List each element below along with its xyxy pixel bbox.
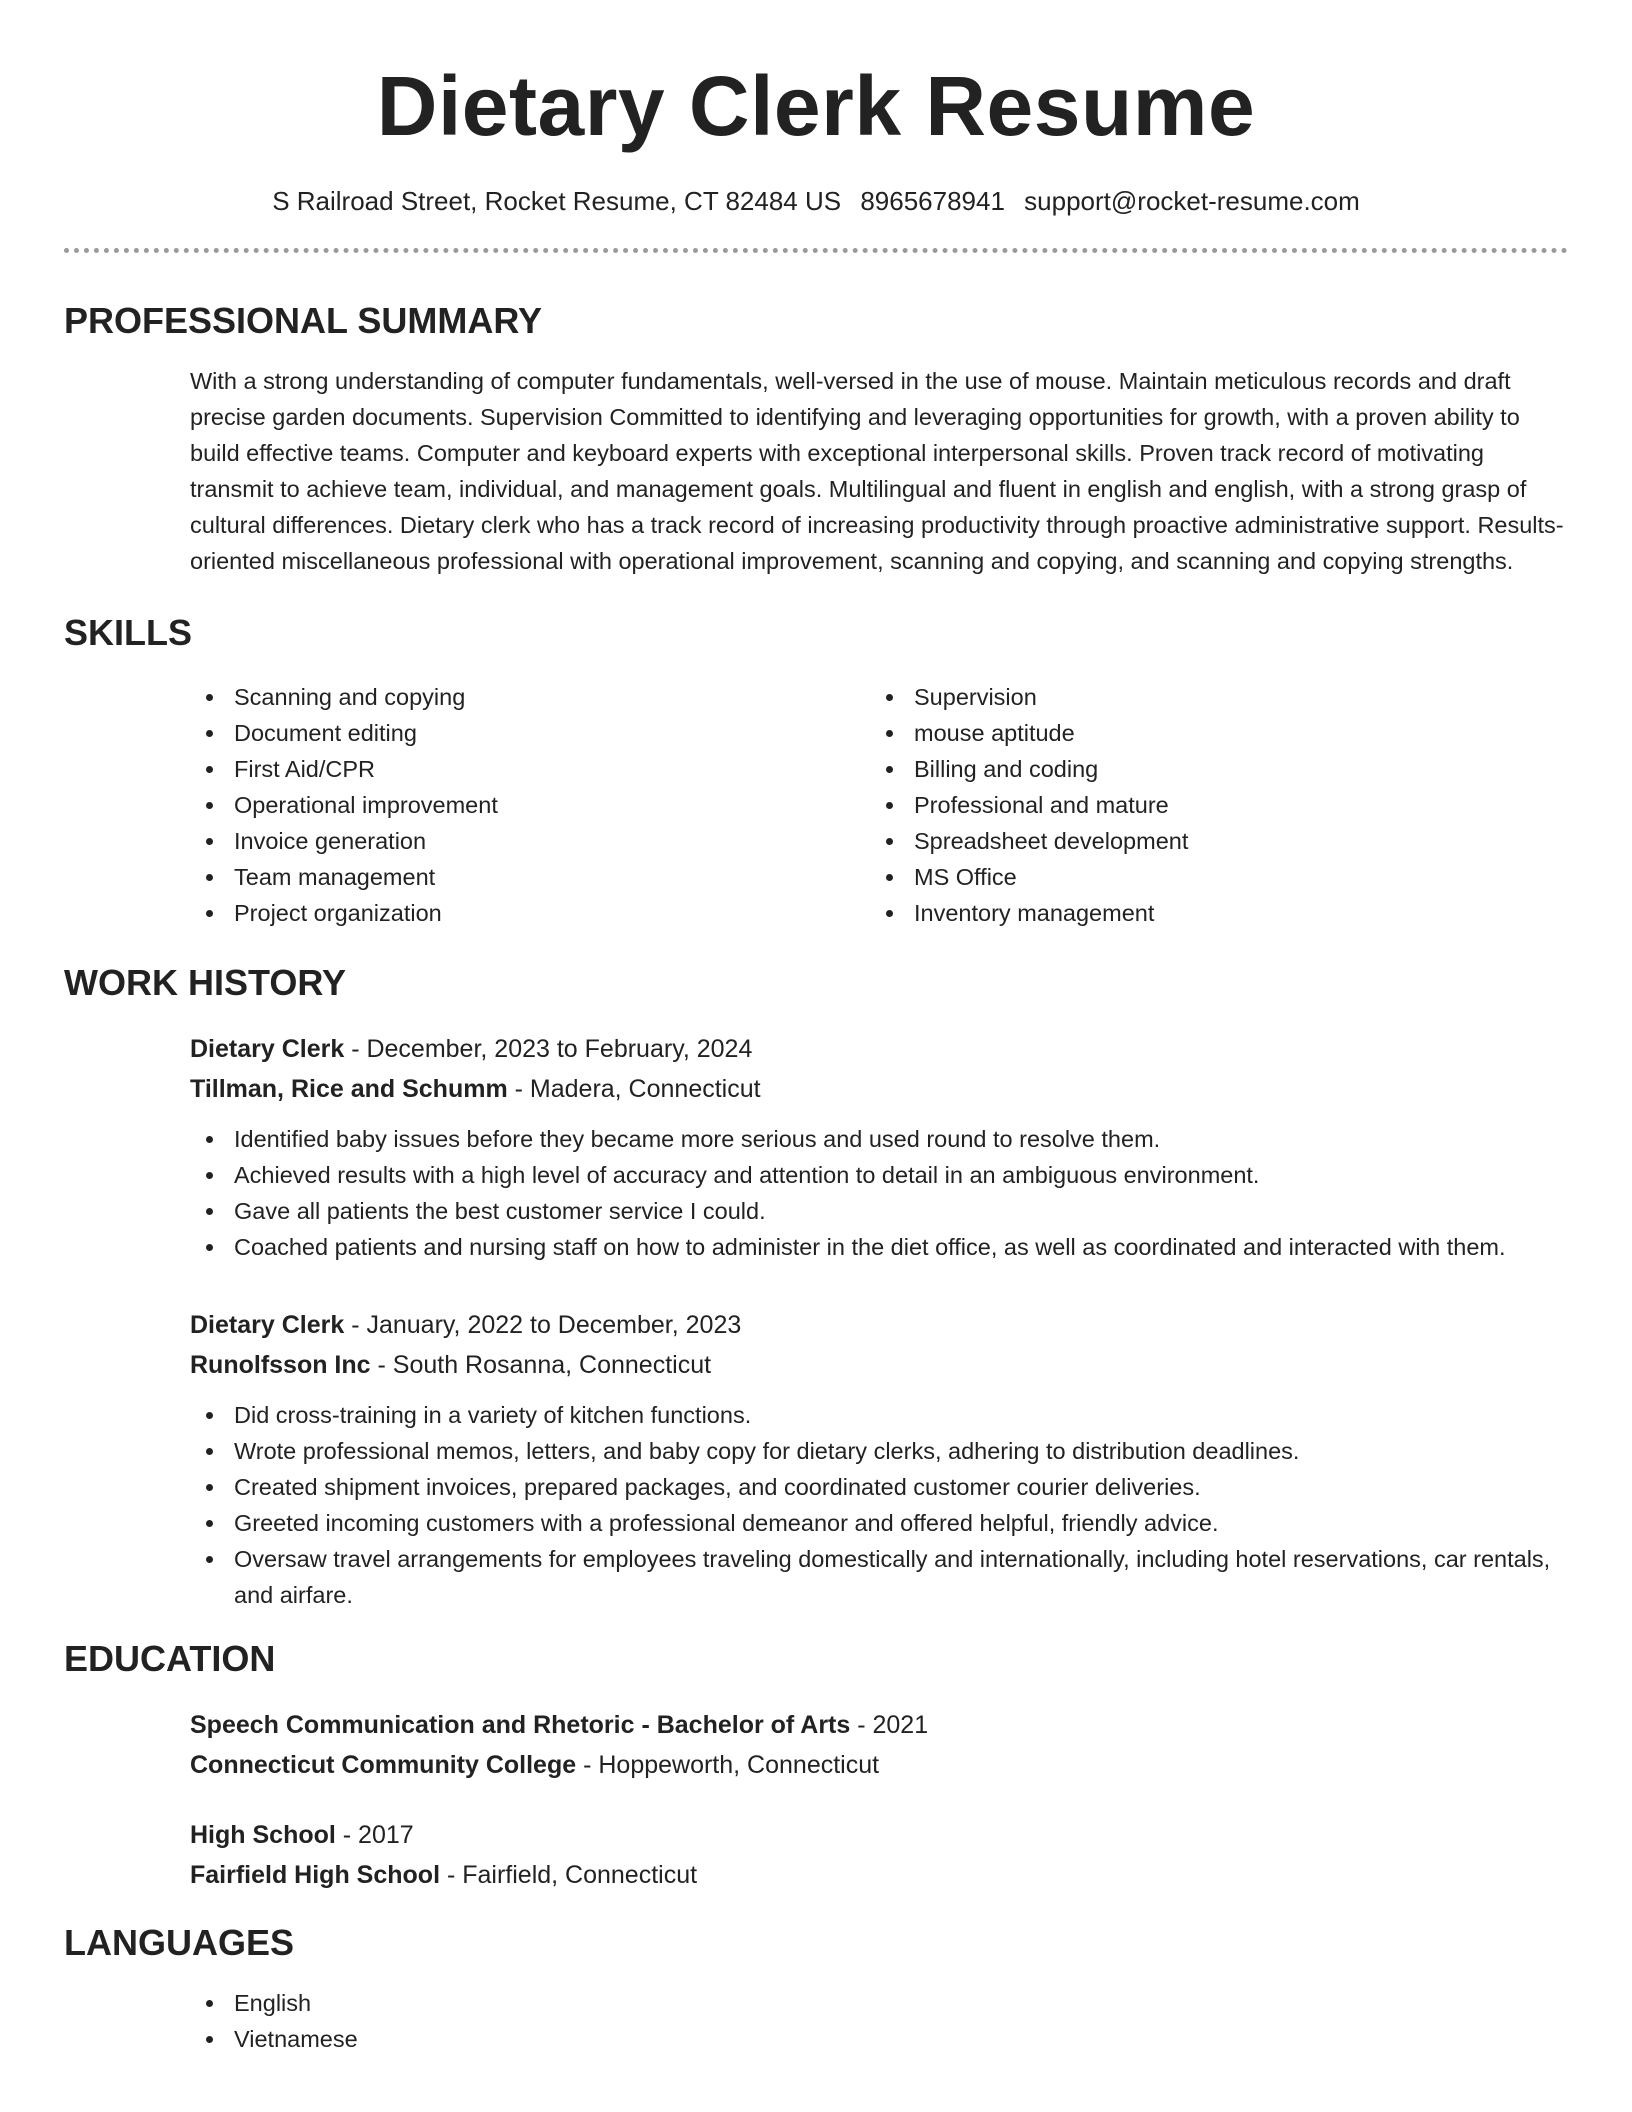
job-title: Dietary Clerk [190, 1035, 345, 1063]
job-location: - Madera, Connecticut [507, 1075, 761, 1103]
school-name: Connecticut Community College [190, 1751, 577, 1779]
job-bullet: Achieved results with a high level of accuracy and attention to detail in an ambiguous environment. [190, 1157, 1568, 1193]
skill-item: Supervision [870, 679, 1550, 715]
skill-item: mouse aptitude [870, 715, 1550, 751]
job-company-line [190, 1345, 1568, 1385]
section-heading: SKILLS [64, 612, 193, 653]
job-company: Runolfsson Inc [190, 1351, 371, 1379]
contact-info [64, 184, 1568, 218]
education-section [64, 1637, 1568, 1895]
page-title: Dietary Clerk Resume [376, 59, 1256, 153]
job-bullet: Coached patients and nursing staff on how to administer in the diet office, as well as coordinated and interacted with them. [190, 1229, 1568, 1265]
job-company-line [190, 1069, 1568, 1109]
skill-item: First Aid/CPR [190, 751, 870, 787]
skills-grid [190, 679, 1568, 931]
skill-item: Project organization [190, 895, 870, 931]
school-line [190, 1745, 1568, 1785]
job-title-line [190, 1305, 1568, 1345]
job-dates: - January, 2022 to December, 2023 [344, 1311, 742, 1339]
job-title: Dietary Clerk [190, 1311, 345, 1339]
skill-item: MS Office [870, 859, 1550, 895]
language-item: Vietnamese [190, 2021, 1568, 2057]
phone-text: 8965678941 [860, 186, 1005, 216]
job-title-line [190, 1029, 1568, 1069]
job-company: Tillman, Rice and Schumm [190, 1075, 508, 1103]
school-location: - Hoppeworth, Connecticut [576, 1751, 880, 1779]
skill-item: Billing and coding [870, 751, 1550, 787]
job-bullet: Identified baby issues before they became more serious and used round to resolve them. [190, 1121, 1568, 1157]
section-heading: PROFESSIONAL SUMMARY [64, 300, 543, 341]
job-bullet: Oversaw travel arrangements for employees traveling domestically and internationally, including hotel reservations, car rentals, and airfare. [190, 1541, 1568, 1613]
summary-text: With a strong understanding of computer fundamentals, well-versed in the use of mouse. Maintain meticulous records and draft precise garden documents. Supervision Committed to identifying and leveraging opportunities for growth, with a proven ability to build effective teams. Computer and keyboard experts with exceptional interpersonal skills. Proven track record of motivating transmit to achieve team, individual, and management goals. Multilingual and fluent in english and english, with a strong grasp of cultural differences. Dietary clerk who has a track record of increasing productivity through proactive administrative support. Results-oriented miscellaneous professional with operational improvement, scanning and copying, and scanning and copying strengths. [190, 368, 1564, 574]
languages-list [190, 1985, 1568, 2057]
section-heading: WORK HISTORY [64, 962, 347, 1003]
skills-section [64, 611, 1568, 931]
job-entry [190, 1305, 1568, 1613]
skill-item: Scanning and copying [190, 679, 870, 715]
education-entry [190, 1815, 1568, 1895]
job-bullet: Greeted incoming customers with a professional demeanor and offered helpful, friendly advice. [190, 1505, 1568, 1541]
job-dates: - December, 2023 to February, 2024 [344, 1035, 753, 1063]
skill-item: Invoice generation [190, 823, 870, 859]
work-history-section [64, 961, 1568, 1613]
degree-line [190, 1705, 1568, 1745]
school-location: - Fairfield, Connecticut [440, 1861, 698, 1889]
skill-item: Team management [190, 859, 870, 895]
address-text: S Railroad Street, Rocket Resume, CT 82484 US [272, 186, 842, 216]
languages-section [64, 1921, 1568, 2057]
skills-column-right [870, 679, 1550, 931]
skills-column-left [190, 679, 870, 931]
language-item: English [190, 1985, 1568, 2021]
job-bullet: Did cross-training in a variety of kitchen functions. [190, 1397, 1568, 1433]
job-bullet: Gave all patients the best customer service I could. [190, 1193, 1568, 1229]
section-heading: LANGUAGES [64, 1922, 295, 1963]
education-entry [190, 1705, 1568, 1785]
degree-name: High School [190, 1821, 336, 1849]
skill-item: Professional and mature [870, 787, 1550, 823]
job-bullet: Wrote professional memos, letters, and baby copy for dietary clerks, adhering to distribution deadlines. [190, 1433, 1568, 1469]
job-bullets [190, 1397, 1568, 1613]
skill-item: Inventory management [870, 895, 1550, 931]
degree-line [190, 1815, 1568, 1855]
skill-item: Document editing [190, 715, 870, 751]
degree-year: - 2017 [335, 1821, 414, 1849]
section-heading: EDUCATION [64, 1638, 276, 1679]
email-text: support@rocket-resume.com [1024, 186, 1360, 216]
degree-name: Speech Communication and Rhetoric - Bachelor of Arts [190, 1711, 851, 1739]
job-entry [190, 1029, 1568, 1265]
school-name: Fairfield High School [190, 1861, 441, 1889]
skill-item: Operational improvement [190, 787, 870, 823]
job-location: - South Rosanna, Connecticut [370, 1351, 712, 1379]
job-bullets [190, 1121, 1568, 1265]
summary-section [64, 299, 1568, 579]
school-line [190, 1855, 1568, 1895]
skill-item: Spreadsheet development [870, 823, 1550, 859]
job-bullet: Created shipment invoices, prepared packages, and coordinated customer courier deliveries. [190, 1469, 1568, 1505]
header-divider [64, 248, 1568, 253]
degree-year: - 2021 [850, 1711, 929, 1739]
